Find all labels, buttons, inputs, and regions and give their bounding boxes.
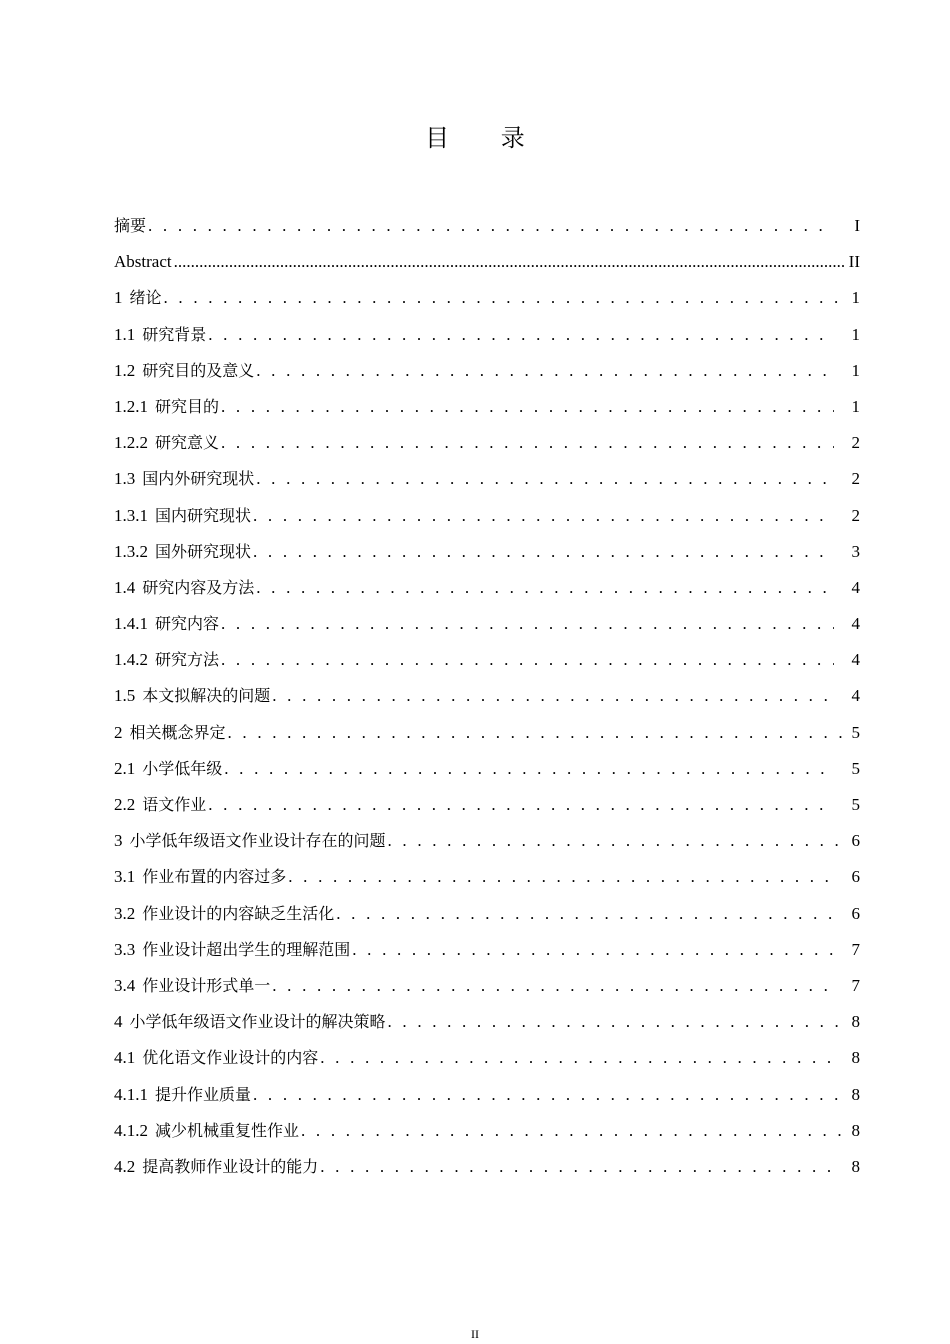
toc-entry-title: 研究目的及意义: [142, 360, 255, 380]
toc-entry-page: 8: [851, 1120, 860, 1140]
toc-entry-page: 6: [851, 831, 860, 851]
toc-entry[interactable]: [114, 787, 860, 823]
toc-entry[interactable]: [114, 244, 860, 280]
toc-dot-leader: [174, 244, 844, 280]
toc-entry[interactable]: [114, 715, 860, 751]
toc-entry[interactable]: [114, 534, 860, 570]
toc-entry-number: 4.1.2: [114, 1120, 148, 1140]
toc-entry[interactable]: [114, 896, 860, 932]
toc-entry-number: 1.4.2: [114, 650, 148, 670]
toc-entry-page: 2: [851, 433, 860, 453]
toc-entry-number: 4.1: [114, 1048, 136, 1068]
toc-entry-number: 3: [114, 831, 123, 851]
toc-entry-title: 研究内容: [155, 614, 220, 634]
toc-dot-leader: [208, 787, 834, 823]
toc-entry-title: 小学低年级语文作业设计的解决策略: [129, 1012, 386, 1032]
toc-entry-number: 3.4: [114, 975, 136, 995]
toc-entry-page: 1: [851, 396, 860, 416]
toc-entry-title: 作业布置的内容过多: [142, 867, 287, 887]
toc-entry[interactable]: [114, 389, 860, 425]
toc-entry-page: 8: [851, 1012, 860, 1032]
toc-entry-number: 1.2.1: [114, 396, 148, 416]
toc-entry-number: 4.1.1: [114, 1084, 148, 1104]
toc-entry[interactable]: [114, 968, 860, 1004]
toc-entry-number: 2.1: [114, 758, 136, 778]
toc-entry-page: 2: [851, 505, 860, 525]
toc-entry[interactable]: [114, 570, 860, 606]
toc-entry-page: 5: [851, 795, 860, 814]
toc-entry-title: 绪论: [129, 288, 162, 308]
toc-entry[interactable]: [114, 1149, 860, 1185]
toc-entry-number: 1.3.1: [114, 505, 148, 525]
toc-entry-title: 研究目的: [155, 396, 220, 416]
toc-entry-number: 1.4: [114, 577, 136, 597]
toc-entry[interactable]: [114, 208, 860, 244]
toc-entry-title: 作业设计的内容缺乏生活化: [142, 903, 335, 923]
toc-entry[interactable]: [114, 932, 860, 968]
toc-entry-page: 3: [851, 541, 860, 561]
toc-entry-title: Abstract: [114, 252, 172, 272]
toc-entry-page: 4: [851, 614, 860, 634]
toc-dot-leader: [288, 859, 834, 895]
toc-dot-leader: [272, 678, 834, 714]
toc-entry-title: 研究方法: [155, 650, 220, 670]
toc-dot-leader: [221, 425, 834, 461]
toc-dot-leader: [320, 1040, 834, 1076]
toc-entry-number: 1.4.1: [114, 614, 148, 634]
toc-entry-page: 5: [851, 758, 860, 778]
toc-entry-page: 6: [851, 867, 860, 887]
toc-entry-number: 1.3: [114, 469, 136, 489]
toc-dot-leader: [221, 642, 834, 678]
toc-entry-number: 4: [114, 1012, 123, 1032]
toc-entry-page: 2: [851, 469, 860, 489]
toc-dot-leader: [253, 498, 834, 534]
toc-dot-leader: [352, 932, 834, 968]
toc-entry-number: 1.1: [114, 324, 136, 344]
toc-entry-number: 2: [114, 722, 123, 742]
toc-entry-title: 国外研究现状: [155, 541, 252, 561]
toc-entry[interactable]: [114, 280, 860, 316]
toc-entry-number: 4.2: [114, 1156, 136, 1176]
toc-entry[interactable]: [114, 425, 860, 461]
toc-dot-leader: [256, 461, 834, 497]
toc-entry-page: 4: [851, 577, 860, 597]
toc-entry[interactable]: [114, 606, 860, 642]
toc-entry-number: 3.1: [114, 867, 136, 887]
toc-entry-number: 1.2: [114, 360, 136, 380]
toc-entry[interactable]: [114, 461, 860, 497]
toc-entry-page: 4: [851, 686, 860, 706]
toc-entry-title: 研究背景: [142, 324, 207, 344]
toc-entry-page: 6: [851, 903, 860, 923]
toc-entry-page: II: [848, 252, 860, 272]
toc-entry-title: 提高教师作业设计的能力: [142, 1156, 319, 1176]
toc-entry[interactable]: [114, 678, 860, 714]
toc-entry-page: 1: [851, 360, 860, 380]
toc-dot-leader: [208, 317, 834, 353]
toc-dot-leader: [253, 534, 834, 570]
toc-entry[interactable]: [114, 1113, 860, 1149]
page-number: II: [471, 1327, 479, 1341]
toc-entry-page: 4: [851, 650, 860, 670]
toc-entry-title: 本文拟解决的问题: [142, 686, 271, 706]
toc-entry-number: 2.2: [114, 795, 136, 814]
toc-entry[interactable]: [114, 859, 860, 895]
toc-entry-page: 5: [851, 722, 860, 742]
toc-entry-page: 8: [851, 1048, 860, 1068]
toc-entry-number: 3.2: [114, 903, 136, 923]
toc-dot-leader: [320, 1149, 834, 1185]
toc-dot-leader: [272, 968, 834, 1004]
toc-dot-leader: [336, 896, 834, 932]
toc-entry[interactable]: [114, 353, 860, 389]
toc-entry[interactable]: [114, 642, 860, 678]
toc-dot-leader: [301, 1113, 844, 1149]
toc-entry-title: 研究意义: [155, 433, 220, 453]
toc-entry[interactable]: [114, 823, 860, 859]
toc-entry-title: 语文作业: [142, 795, 207, 814]
toc-entry-number: 1: [114, 288, 123, 308]
toc-entry-number: 3.3: [114, 939, 136, 959]
toc-entry-title: 国内研究现状: [155, 505, 252, 525]
toc-entry[interactable]: [114, 498, 860, 534]
toc-entry[interactable]: [114, 1077, 860, 1113]
toc-entry-number: 1.2.2: [114, 433, 148, 453]
toc-entry-title: 提升作业质量: [155, 1084, 252, 1104]
toc-dot-leader: [164, 280, 844, 316]
toc-entry-page: I: [854, 216, 860, 235]
toc-entry-title: 相关概念界定: [129, 722, 226, 742]
toc-dot-leader: [148, 208, 834, 244]
toc-entry-title: 国内外研究现状: [142, 469, 255, 489]
table-of-contents: [114, 208, 860, 1185]
toc-dot-leader: [221, 606, 834, 642]
toc-entry-title: 小学低年级语文作业设计存在的问题: [129, 831, 386, 851]
toc-dot-leader: [256, 570, 834, 606]
toc-entry[interactable]: [114, 1040, 860, 1076]
toc-entry[interactable]: [114, 1004, 860, 1040]
toc-dot-leader: [221, 389, 834, 425]
toc-entry-title: 研究内容及方法: [142, 577, 255, 597]
toc-entry-title: 小学低年级: [142, 758, 223, 778]
toc-entry-number: 1.3.2: [114, 541, 148, 561]
toc-dot-leader: [228, 715, 844, 751]
toc-title: 目 录: [425, 124, 547, 152]
toc-entry-page: 1: [851, 288, 860, 308]
toc-entry-page: 8: [851, 1156, 860, 1176]
toc-entry-page: 1: [851, 324, 860, 344]
toc-entry-title: 作业设计形式单一: [142, 975, 271, 995]
toc-entry-page: 7: [851, 975, 860, 995]
toc-dot-leader: [253, 1077, 844, 1113]
toc-entry-title: 优化语文作业设计的内容: [142, 1048, 319, 1068]
toc-entry-title: 作业设计超出学生的理解范围: [142, 939, 351, 959]
toc-entry-title: 摘要: [114, 216, 147, 235]
toc-entry-page: 7: [851, 939, 860, 959]
toc-entry[interactable]: [114, 751, 860, 787]
toc-dot-leader: [256, 353, 834, 389]
toc-entry-number: 1.5: [114, 686, 136, 706]
toc-entry[interactable]: [114, 317, 860, 353]
toc-dot-leader: [388, 823, 844, 859]
toc-dot-leader: [388, 1004, 844, 1040]
toc-entry-title: 减少机械重复性作业: [155, 1120, 300, 1140]
toc-dot-leader: [224, 751, 834, 787]
toc-entry-page: 8: [851, 1084, 860, 1104]
